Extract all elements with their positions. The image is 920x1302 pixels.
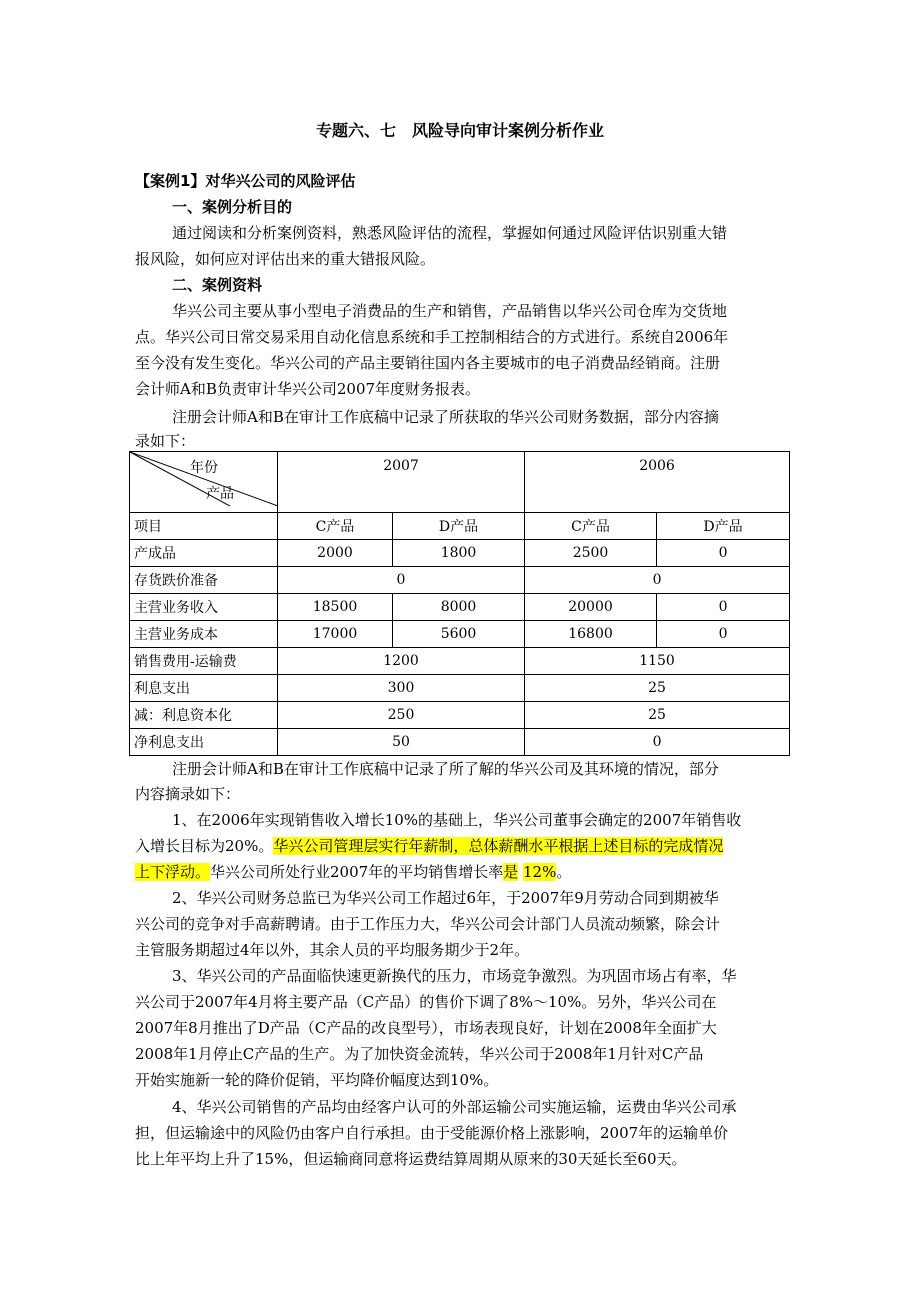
cell: 8000 — [393, 594, 525, 621]
case-heading: 【案例1】对华兴公司的风险评估 — [135, 172, 356, 190]
cell: 17000 — [278, 621, 393, 648]
cell: 1150 — [525, 648, 790, 675]
item3-line-2: 兴公司于2007年4月将主要产品（C产品）的售价下调了8%～10%。另外，华兴公司在 — [135, 993, 717, 1011]
item3-line-5: 开始实施新一轮的降价促销，平均降价幅度达到10%。 — [135, 1071, 499, 1089]
table-row — [130, 702, 790, 729]
cell: 50 — [278, 729, 525, 756]
section1-line-1: 通过阅读和分析案例资料，熟悉风险评估的流程，掌握如何通过风险评估识别重大错 — [172, 224, 728, 242]
row-label: 主营业务收入 — [130, 594, 278, 621]
item2-line-2: 兴公司的竞争对手高薪聘请。由于工作压力大，华兴公司会计部门人员流动频繁，除会计 — [135, 915, 721, 933]
row-label: 产成品 — [130, 540, 278, 567]
header-product-label: 产品 — [206, 486, 234, 502]
table-row — [130, 540, 790, 567]
cell: 0 — [525, 729, 790, 756]
row-label: 净利息支出 — [130, 729, 278, 756]
row-label: 销售费用-运输费 — [130, 648, 278, 675]
cell: 2500 — [525, 540, 657, 567]
highlighted-text: 上下浮动。 — [135, 863, 211, 881]
cell: 1800 — [393, 540, 525, 567]
row-label: 利息支出 — [130, 675, 278, 702]
table-row — [130, 675, 790, 702]
para1-line-4: 会计师A和B负责审计华兴公司2007年度财务报表。 — [135, 380, 481, 398]
item4-line-1: 4、华兴公司销售的产品均由经客户认可的外部运输公司实施运输，运费由华兴公司承 — [172, 1098, 737, 1116]
cell: 25 — [525, 675, 790, 702]
table-row — [130, 567, 790, 594]
cell: 20000 — [525, 594, 657, 621]
cell: 0 — [278, 567, 525, 594]
section2-heading: 二、案例资料 — [172, 276, 263, 294]
table-row — [130, 513, 790, 540]
cell: 18500 — [278, 594, 393, 621]
year-2006-header: 2006 — [525, 452, 790, 513]
item1-line-3-end: 。 — [556, 863, 572, 881]
row-label: 存货跌价准备 — [130, 567, 278, 594]
item3-line-4: 2008年1月停止C产品的生产。为了加快资金流转，华兴公司于2008年1月针对C产品 — [135, 1045, 704, 1063]
item1-line-3-text: 华兴公司所处行业2007年的平均销售增长率 — [210, 863, 504, 881]
cell: 0 — [657, 540, 790, 567]
highlighted-text: 华兴公司管理层实行年薪制，总体薪酬水平根据上述目标的完成情况 — [273, 837, 724, 855]
item1-line-2-text: 入增长目标为20%。 — [135, 837, 274, 855]
para1-line-3: 至今没有发生变化。华兴公司的产品主要销往国内各主要城市的电子消费品经销商。注册 — [135, 354, 721, 372]
item1-line-1: 1、在2006年实现销售收入增长10%的基础上，华兴公司董事会确定的2007年销售收 — [172, 811, 742, 829]
cell: 2000 — [278, 540, 393, 567]
header-year-label: 年份 — [190, 460, 218, 476]
item2-line-3: 主管服务期超过4年以外，其余人员的平均服务期少于2年。 — [135, 941, 530, 959]
cell: 1200 — [278, 648, 525, 675]
cell: 16800 — [525, 621, 657, 648]
cell: 5600 — [393, 621, 525, 648]
item1-line-2 — [135, 833, 785, 859]
cell: 0 — [657, 594, 790, 621]
item3-line-1: 3、华兴公司的产品面临快速更新换代的压力，市场竞争激烈。为巩固市场占有率，华 — [172, 967, 737, 985]
section1-line-2: 报风险，如何应对评估出来的重大错报风险。 — [135, 250, 436, 268]
table-row — [130, 729, 790, 756]
cell: 25 — [525, 702, 790, 729]
row-label: 主营业务成本 — [130, 621, 278, 648]
col-c-2007: C产品 — [278, 513, 393, 540]
table-header-row — [130, 452, 790, 513]
diagonal-header-cell — [130, 452, 278, 513]
item3-line-3: 2007年8月推出了D产品（C产品的改良型号），市场表现良好，计划在2008年全面扩大 — [135, 1019, 717, 1037]
financial-data-table — [129, 451, 790, 756]
para3-line-2: 内容摘录如下： — [135, 785, 241, 803]
para3-line-1: 注册会计师A和B在审计工作底稿中记录了所了解的华兴公司及其环境的情况，部分 — [172, 760, 719, 778]
highlighted-text: 12% — [523, 863, 557, 881]
table-row — [130, 621, 790, 648]
cell: 300 — [278, 675, 525, 702]
section1-heading: 一、案例分析目的 — [172, 198, 293, 216]
para1-line-1: 华兴公司主要从事小型电子消费品的生产和销售，产品销售以华兴公司仓库为交货地 — [172, 302, 728, 320]
col-d-2007: D产品 — [393, 513, 525, 540]
cell: 0 — [657, 621, 790, 648]
col-d-2006: D产品 — [657, 513, 790, 540]
year-2007-header: 2007 — [278, 452, 525, 513]
row-label: 减：利息资本化 — [130, 702, 278, 729]
item2-line-1: 2、华兴公司财务总监已为华兴公司工作超过6年，于2007年9月劳动合同到期被华 — [172, 889, 719, 907]
cell: 250 — [278, 702, 525, 729]
cell: 0 — [525, 567, 790, 594]
item4-line-2: 担，但运输途中的风险仍由客户自行承担。由于受能源价格上涨影响，2007年的运输单价 — [135, 1124, 729, 1142]
para2-line-2: 录如下： — [135, 432, 196, 450]
table-row — [130, 594, 790, 621]
item-label: 项目 — [130, 513, 278, 540]
col-c-2006: C产品 — [525, 513, 657, 540]
highlighted-text: 是 — [503, 863, 519, 881]
page-title: 专题六、七 风险导向审计案例分析作业 — [315, 121, 604, 140]
table-row — [130, 648, 790, 675]
para2-line-1: 注册会计师A和B在审计工作底稿中记录了所获取的华兴公司财务数据，部分内容摘 — [172, 408, 719, 426]
item1-line-3 — [135, 859, 785, 885]
item4-line-3: 比上年平均上升了15%，但运输商同意将运费结算周期从原来的30天延长至60天。 — [135, 1150, 687, 1168]
para1-line-2: 点。华兴公司日常交易采用自动化信息系统和手工控制相结合的方式进行。系统自2006年 — [135, 328, 729, 346]
